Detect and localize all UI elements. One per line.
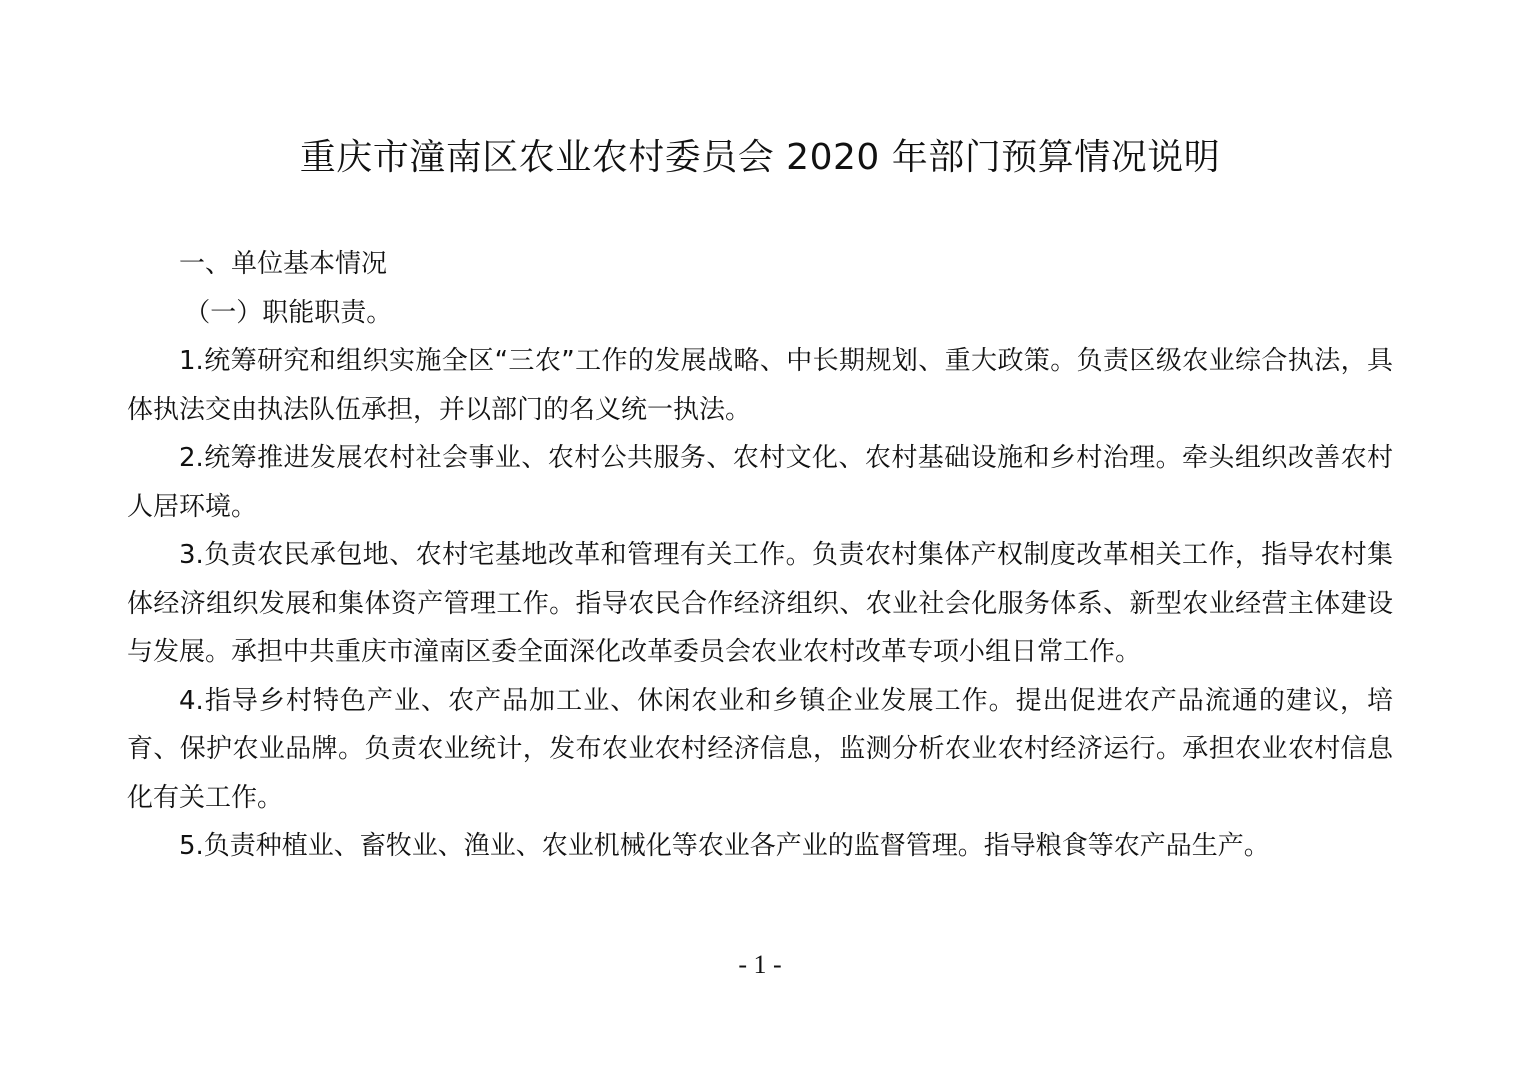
paragraph-1: 1.统筹研究和组织实施全区“三农”工作的发展战略、中长期规划、重大政策。负责区级农业综合执法，具体执法交由执法队伍承担，并以部门的名义统一执法。 bbox=[127, 346, 1393, 425]
paragraph-3: 3.负责农民承包地、农村宅基地改革和管理有关工作。负责农村集体产权制度改革相关工作，指导农村集体经济组织发展和集体资产管理工作。指导农民合作经济组织、农业社会化服务体系、新型农业经营主体建设与发展。承担中共重庆市潼南区委全面深化改革委员会农业农村改革专项小组日常工作。 bbox=[127, 540, 1393, 667]
page-number: - 1 - bbox=[738, 950, 782, 979]
paragraph-2: 2.统筹推进发展农村社会事业、农村公共服务、农村文化、农村基础设施和乡村治理。牵头组织改善农村人居环境。 bbox=[127, 443, 1393, 522]
subsection-heading: （一）职能职责。 bbox=[184, 297, 393, 328]
paragraph-4: 4.指导乡村特色产业、农产品加工业、休闲农业和乡镇企业发展工作。提出促进农产品流通的建议，培育、保护农业品牌。负责农业统计，发布农业农村经济信息，监测分析农业农村经济运行。承担农业农村信息化有关工作。 bbox=[127, 685, 1393, 813]
paragraph-5: 5.负责种植业、畜牧业、渔业、农业机械化等农业各产业的监督管理。指导粮食等农产品生产。 bbox=[179, 831, 1270, 861]
document-body bbox=[127, 240, 1393, 871]
document-title: 重庆市潼南区农业农村委员会 2020 年部门预算情况说明 bbox=[299, 137, 1221, 178]
section-heading: 一、单位基本情况 bbox=[179, 249, 388, 279]
